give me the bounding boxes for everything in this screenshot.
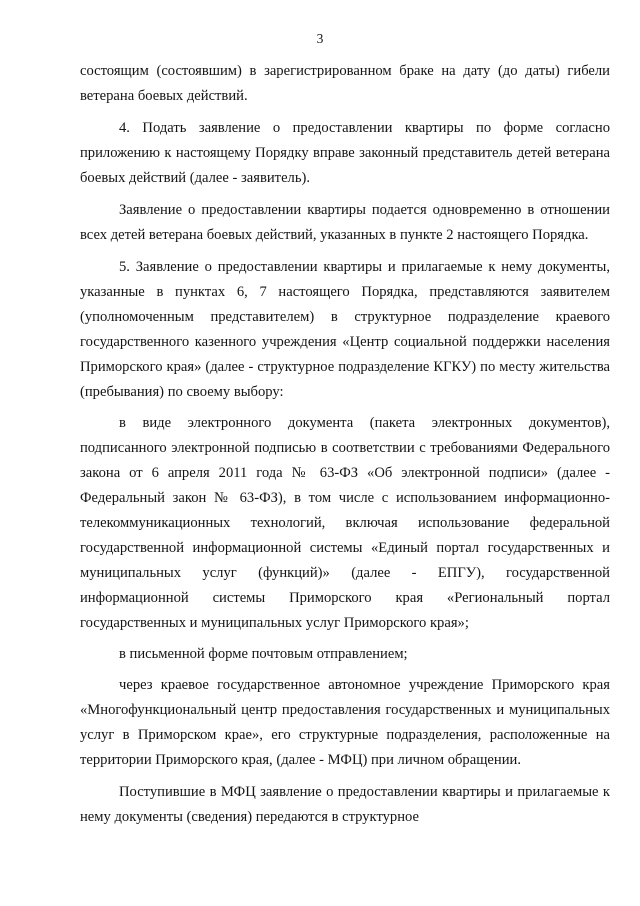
paragraph-mfc-submission: через краевое государственное автономное учреждение Приморского края «Многофункциональный центр предоставления государственных и муниципальных услуг в Приморском крае», его структурные подразделения, расположенные на территории Приморского края, (далее - МФЦ) при личном обращении.	[80, 677, 610, 768]
paragraph-mfc-transfer: Поступившие в МФЦ заявление о предоставлении квартиры и прилагаемые к нему документы (сведения) передаются в структурное	[80, 784, 610, 825]
paragraph-application-submission: Заявление о предоставлении квартиры подается одновременно в отношении всех детей ветерана боевых действий, указанных в пункте 2 настоящего Порядка.	[80, 202, 610, 243]
page-number: 3	[316, 31, 324, 46]
paragraph-item-5: 5. Заявление о предоставлении квартиры и прилагаемые к нему документы, указанные в пунктах 6, 7 настоящего Порядка, представляются заявителем (уполномоченным представителем) в структурное подразделение краевого государственного казенного учреждения «Центр социальной поддержки населения Приморского края» (далее - структурное подразделение КГКУ) по месту жительства (пребывания) по своему выбору:	[80, 259, 610, 400]
paragraph-postal-form: в письменной форме почтовым отправлением;	[119, 646, 408, 662]
document-body	[80, 59, 610, 836]
paragraph-electronic-form: в виде электронного документа (пакета электронных документов), подписанного электронной подписью в соответствии с требованиями Федерального закона от 6 апреля 2011 года № 63-ФЗ «Об электронной подписи» (далее - Федеральный закон № 63-ФЗ), в том числе с использованием информационно-телекоммуникационных технологий, включая использование федеральной государственной информационной системы «Единый портал государственных и муниципальных услуг (функций)» (далее - ЕПГУ), государственной информационной системы Приморского края «Региональный портал государственных и муниципальных услуг Приморского края»;	[80, 415, 610, 631]
paragraph-item-4: 4. Подать заявление о предоставлении квартиры по форме согласно приложению к настоящему Порядку вправе законный представитель детей ветерана боевых действий (далее - заявитель).	[80, 120, 610, 186]
paragraph-continuation: состоящим (состоявшим) в зарегистрированном браке на дату (до даты) гибели ветерана боевых действий.	[80, 63, 610, 104]
